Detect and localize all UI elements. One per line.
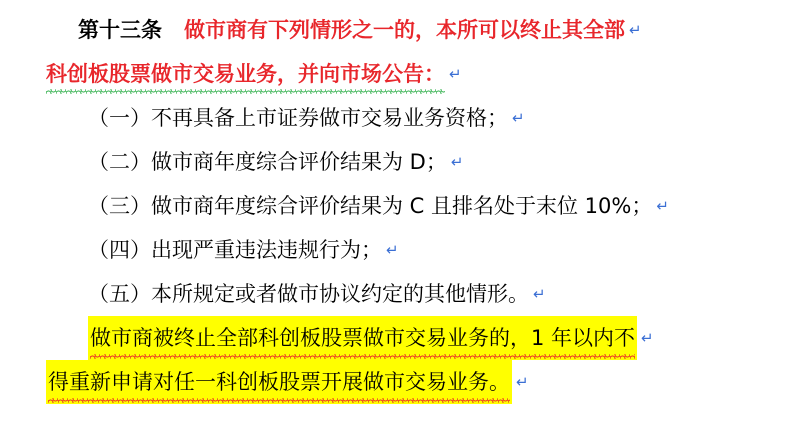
- item-1-text: （一）不再具备上市证券做市交易业务资格；: [88, 106, 508, 130]
- highlight-block-line-2: [46, 360, 512, 404]
- paragraph-mark-icon: ↵: [656, 197, 669, 215]
- paragraph-mark-icon: ↵: [449, 65, 462, 83]
- paragraph-highlight-line-2: [30, 360, 770, 404]
- highlight-block-line-1: [88, 316, 637, 360]
- paragraph-item-1: [30, 96, 770, 140]
- paragraph-mark-icon: ↵: [533, 285, 546, 303]
- article-heading-text: 做市商有下列情形之一的，本所可以终止其全部: [184, 18, 625, 42]
- paragraph-mark-icon: ↵: [629, 21, 642, 39]
- paragraph-mark-icon: ↵: [450, 153, 464, 171]
- paragraph-mark-icon: ↵: [386, 241, 399, 259]
- paragraph-mark-icon: ↵: [512, 109, 525, 127]
- paragraph-article-heading-cont: [30, 52, 770, 96]
- item-5-text: （五）本所规定或者做市协议约定的其他情形。: [88, 282, 529, 306]
- highlight-line-2-text: 得重新申请对任一科创板股票开展做市交易业务。: [48, 360, 510, 404]
- paragraph-item-5: [30, 272, 770, 316]
- article-heading-cont-text: 科创板股票做市交易业务，并向市场公告：: [46, 52, 445, 96]
- paragraph-item-3: [30, 184, 770, 228]
- paragraph-article-heading: [30, 8, 770, 52]
- article-number-label: 第十三条: [78, 18, 162, 42]
- paragraph-mark-icon: ↵: [516, 373, 529, 391]
- paragraph-highlight-line-1: [30, 316, 770, 360]
- paragraph-item-4: [30, 228, 770, 272]
- paragraph-item-2: [30, 140, 770, 184]
- item-4-text: （四）出现严重违法违规行为；: [88, 238, 382, 262]
- highlight-line-1-text: 做市商被终止全部科创板股票做市交易业务的，1 年以内不: [90, 316, 635, 360]
- paragraph-mark-icon: ↵: [641, 329, 654, 347]
- item-2-text: （二）做市商年度综合评价结果为 D；: [88, 150, 447, 174]
- item-3-text: （三）做市商年度综合评价结果为 C 且排名处于末位 10%；: [88, 194, 653, 218]
